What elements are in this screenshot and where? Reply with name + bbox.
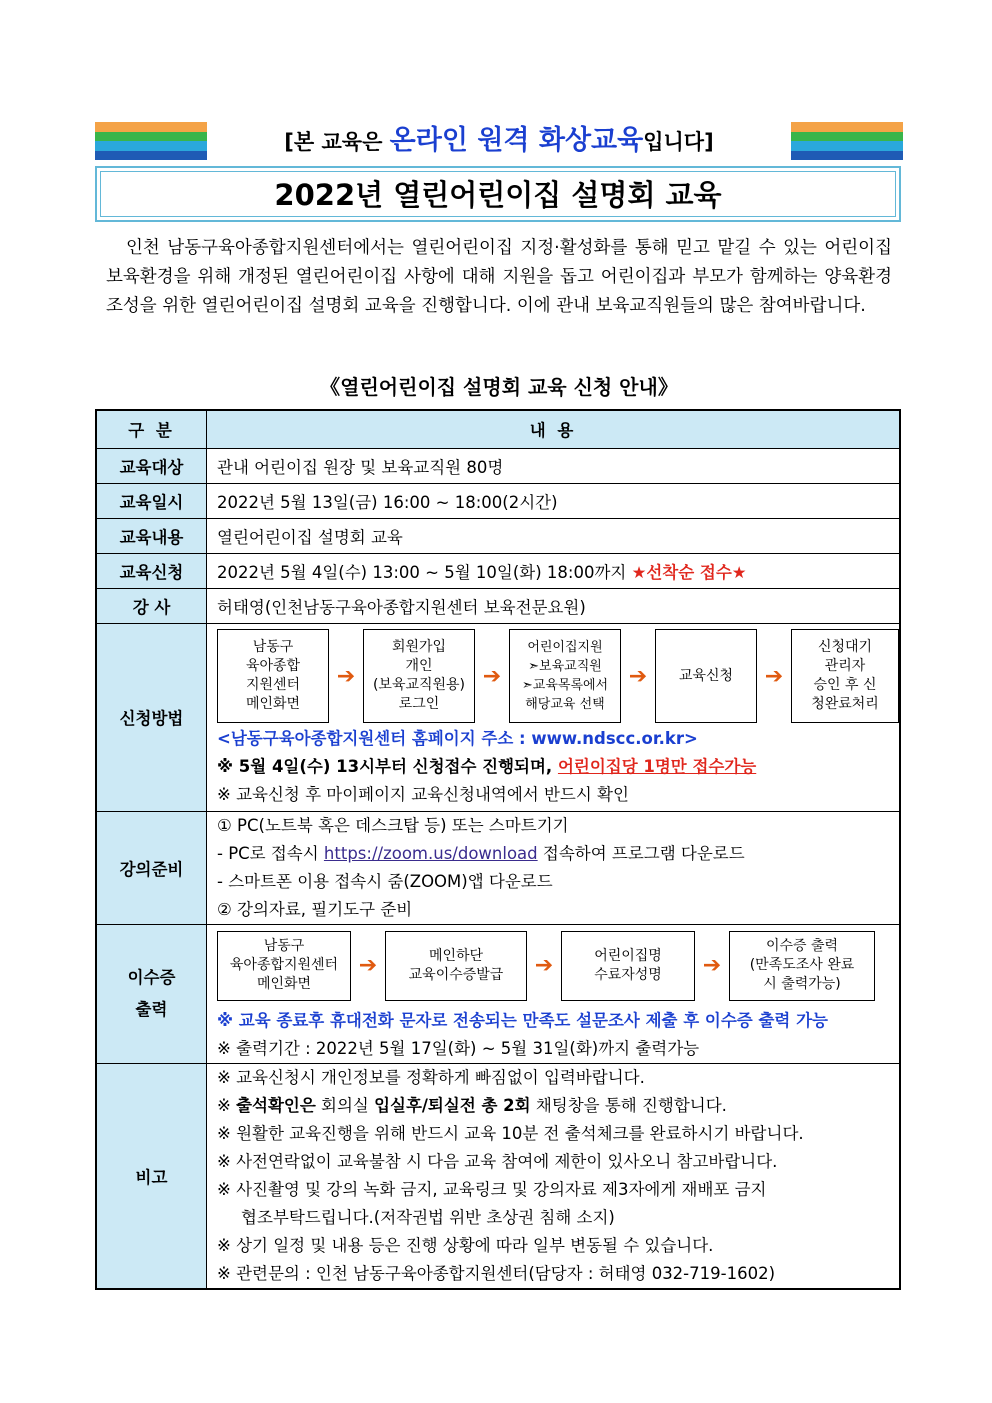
header-label: 구 분 xyxy=(96,410,207,448)
notes-cell xyxy=(207,1063,901,1289)
title-box xyxy=(95,166,901,222)
banner-highlight: 온라인 원격 화상교육 xyxy=(389,125,644,156)
table-row xyxy=(96,924,900,1063)
row-label: 이수증 출력 xyxy=(96,924,207,1063)
page-title: 2022년 열린어린이집 설명회 교육 xyxy=(100,171,896,217)
method-note: ※ 교육신청 후 마이페이지 교육신청내역에서 반드시 확인 xyxy=(217,785,629,804)
flow-step: 남동구 육아종합지원센터 메인화면 xyxy=(217,931,351,1001)
row-label: 교육대상 xyxy=(96,448,207,483)
arrow-right-icon: ➔ xyxy=(534,953,554,978)
note-item: ※ 사전연락없이 교육불참 시 다음 교육 참여에 제한이 있사오니 참고바랍니다. xyxy=(217,1151,778,1171)
table-row xyxy=(96,518,900,553)
arrow-right-icon: ➔ xyxy=(764,663,784,689)
section-title: 《열린어린이집 설명회 교육 신청 안내》 xyxy=(320,375,678,399)
flow-step: 어린이집지원 ➣보육교직원 ➣교육목록에서 해당교육 선택 xyxy=(509,629,621,723)
table-row xyxy=(96,483,900,518)
flow-step: 이수증 출력 (만족도조사 완료 시 출력가능) xyxy=(729,931,875,1001)
row-label: 비고 xyxy=(96,1063,207,1289)
header-content: 내 용 xyxy=(207,410,901,448)
note-item: ※ 상기 일정 및 내용 등은 진행 상황에 따라 일부 변동될 수 있습니다. xyxy=(217,1235,714,1255)
row-label: 교육일시 xyxy=(96,483,207,518)
flow-step: 메인하단 교육이수증발급 xyxy=(385,931,527,1001)
prep-item: ① PC(노트북 혹은 데스크탑 등) 또는 스마트기기 xyxy=(217,815,569,835)
cert-note: ※ 출력기간 : 2022년 5월 17일(화) ~ 5월 31일(화)까지 출력가능 xyxy=(217,1038,700,1058)
row-label: 교육신청 xyxy=(96,553,207,588)
row-label: 강 사 xyxy=(96,588,207,623)
note-item: 협조부탁드립니다.(저작권법 위반 초상권 침해 소지) xyxy=(241,1207,615,1227)
cert-flow xyxy=(207,925,899,1003)
table-row xyxy=(96,553,900,588)
banner-pre: [본 교육은 xyxy=(284,130,390,154)
note-item: ※ 교육신청시 개인정보를 정확하게 빠짐없이 입력바랍니다. xyxy=(217,1067,645,1087)
table-row xyxy=(96,811,900,924)
date-value: 2022년 5월 13일(금) 16:00 ~ 18:00(2시간) xyxy=(207,483,901,518)
cert-cell xyxy=(207,924,901,1063)
apply-period: 2022년 5월 4일(수) 13:00 ~ 5월 10일(화) 18:00까지 xyxy=(217,562,627,582)
flow-step: 어린이집명 수료자성명 xyxy=(561,931,695,1001)
prep-cell xyxy=(207,811,901,924)
banner xyxy=(95,120,903,162)
flow-step: 신청대기 관리자 승인 후 신 청완료처리 xyxy=(791,629,899,723)
method-note: ※ 5월 4일(수) 13시부터 신청접수 진행되며, 어린이집당 1명만 접수가능 xyxy=(217,757,757,776)
method-flow xyxy=(207,625,899,725)
decorative-stripes-right xyxy=(791,122,903,160)
table-row xyxy=(96,1063,900,1289)
content-value: 열린어린이집 설명회 교육 xyxy=(207,518,901,553)
banner-post: 입니다] xyxy=(643,130,714,154)
zoom-download-link[interactable]: https://zoom.us/download xyxy=(323,843,538,863)
intro-paragraph: 인천 남동구육아종합지원센터에서는 열린어린이집 지정·활성화를 통해 믿고 맡길 수 있는 어린이집 보육환경을 위해 개정된 열린어린이집 사항에 대해 지원을 돕고 어린이집과 부모가 함께하는 양육환경조성을 위한 열린어린이집 설명회 교육을 진행합니다. 이에 관내 보육교직원들의 많은 참여바랍니다. xyxy=(106,238,892,316)
prep-item: - 스마트폰 이용 접속시 줌(ZOOM)앱 다운로드 xyxy=(217,871,553,891)
row-label: 교육내용 xyxy=(96,518,207,553)
table-row xyxy=(96,410,900,448)
note-item: ※ 관련문의 : 인천 남동구육아종합지원센터(담당자 : 허태영 032-719-1602) xyxy=(217,1263,776,1283)
table-row xyxy=(96,623,900,811)
note-item: ※ 사진촬영 및 강의 녹화 금지, 교육링크 및 강의자료 제3자에게 재배포 금지 xyxy=(217,1179,767,1199)
apply-value xyxy=(207,553,901,588)
flow-step: 회원가입 개인 (보육교직원용) 로그인 xyxy=(363,629,475,723)
row-label: 강의준비 xyxy=(96,811,207,924)
target-value: 관내 어린이집 원장 및 보육교직원 80명 xyxy=(207,448,901,483)
info-table xyxy=(95,409,901,1290)
table-row xyxy=(96,448,900,483)
table-row xyxy=(96,588,900,623)
method-cell xyxy=(207,623,901,811)
cert-note: ※ 교육 종료후 휴대전화 문자로 전송되는 만족도 설문조사 제출 후 이수증 출력 가능 xyxy=(217,1010,828,1030)
first-come-note: ★선착순 접수★ xyxy=(631,562,747,582)
arrow-right-icon: ➔ xyxy=(702,953,722,978)
arrow-right-icon: ➔ xyxy=(358,953,378,978)
arrow-right-icon: ➔ xyxy=(628,663,648,689)
note-item: ※ 출석확인은 회의실 입실후/퇴실전 총 2회 채팅창을 통해 진행합니다. xyxy=(217,1095,727,1115)
banner-text xyxy=(207,120,791,163)
decorative-stripes-left xyxy=(95,122,207,160)
flow-step: 교육신청 xyxy=(655,629,757,723)
note-item: ※ 원활한 교육진행을 위해 반드시 교육 10분 전 출석체크를 완료하시기 바랍니다. xyxy=(217,1123,804,1143)
arrow-right-icon: ➔ xyxy=(482,663,502,689)
homepage-url: <남동구육아종합지원센터 홈페이지 주소 : www.ndscc.or.kr> xyxy=(217,729,698,748)
prep-item: ② 강의자료, 필기도구 준비 xyxy=(217,899,413,919)
lecturer-value: 허태영(인천남동구육아종합지원센터 보육전문요원) xyxy=(207,588,901,623)
prep-item: - PC로 접속시 https://zoom.us/download 접속하여 프로그램 다운로드 xyxy=(217,843,745,863)
arrow-right-icon: ➔ xyxy=(336,663,356,689)
row-label: 신청방법 xyxy=(96,623,207,811)
flow-step: 남동구 육아종합 지원센터 메인화면 xyxy=(217,629,329,723)
